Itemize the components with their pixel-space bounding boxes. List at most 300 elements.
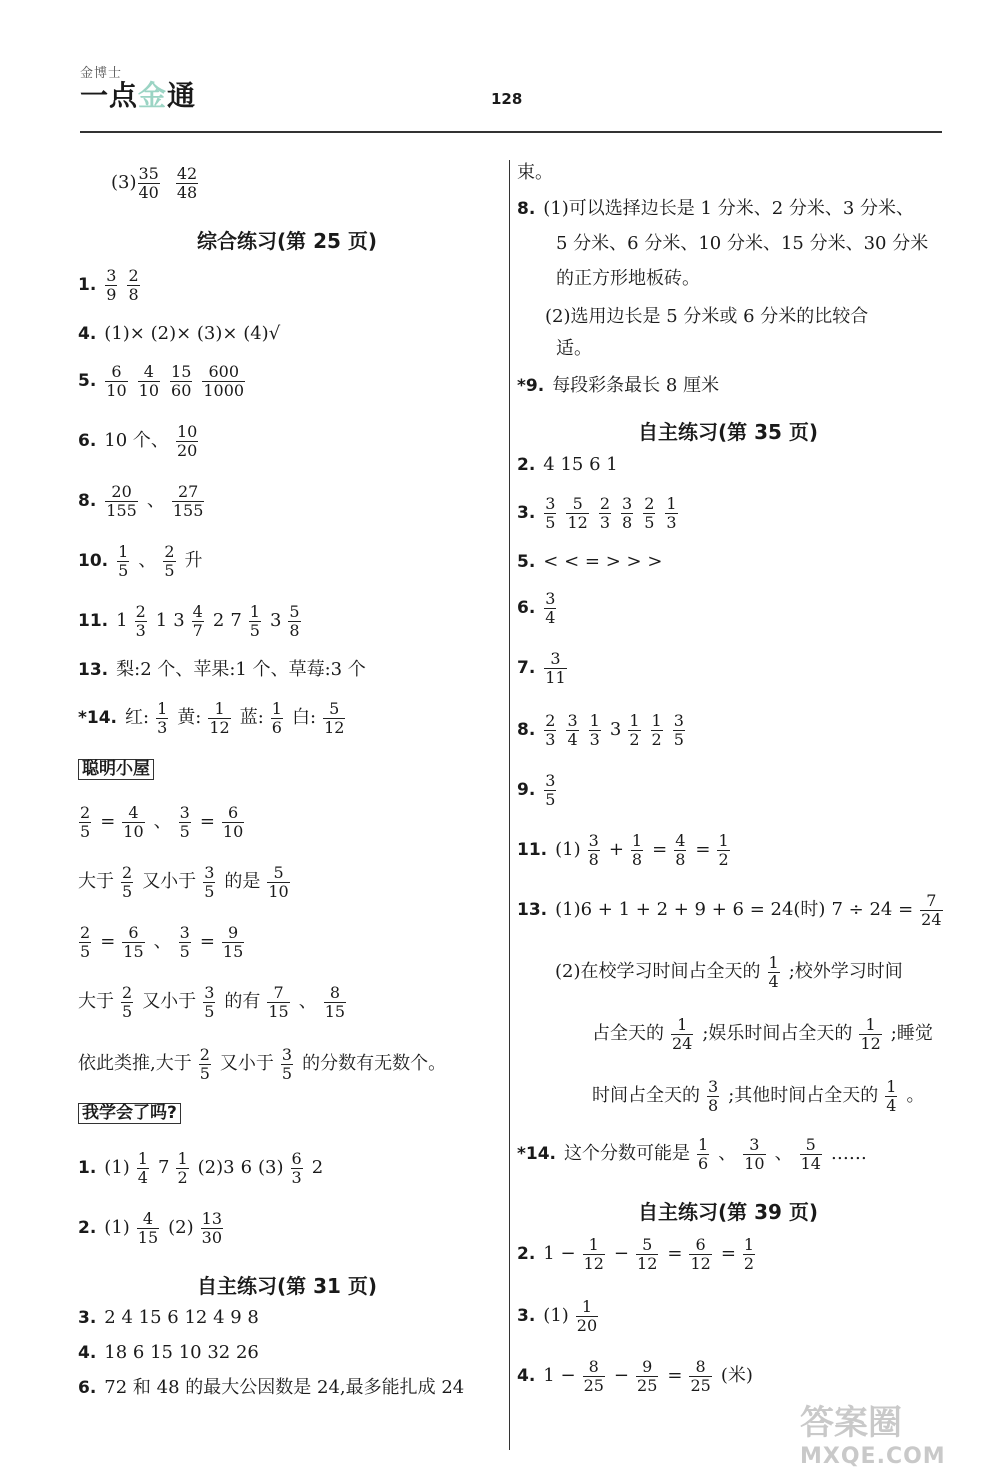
answer-line — [78, 599, 310, 643]
numerator: 1 — [865, 1014, 876, 1034]
denominator: 12 — [860, 1033, 881, 1053]
section-heading: 自主练习(第 35 页) — [637, 420, 819, 444]
answer-line — [78, 800, 253, 844]
text-line: (2)选用边长是 5 分米或 6 分米的比较合 — [545, 306, 869, 327]
fraction — [697, 1136, 709, 1173]
denominator: 5 — [249, 620, 260, 640]
fraction — [122, 924, 144, 961]
line-text: = — [199, 811, 215, 832]
denominator: 5 — [179, 821, 190, 841]
denominator: 24 — [921, 909, 942, 929]
denominator: 7 — [192, 620, 203, 640]
denominator: 4 — [768, 971, 779, 991]
numerator: 1 — [768, 952, 779, 972]
numerator: 1 — [118, 541, 129, 561]
line-text: 、 — [153, 811, 172, 832]
numerator: 8 — [695, 1356, 706, 1376]
numerator: 2 — [644, 493, 655, 513]
line-text: 的有 — [224, 991, 261, 1012]
item-number: 4. — [517, 1365, 536, 1386]
numerator: 2 — [135, 601, 146, 621]
section-heading: 自主练习(第 39 页) — [637, 1200, 819, 1224]
denominator: 15 — [137, 1227, 159, 1247]
denominator: 48 — [176, 182, 198, 202]
numerator: 3 — [550, 648, 561, 668]
column-divider — [509, 160, 510, 1450]
line-text: 又小于 — [142, 871, 197, 892]
line-text: 、 — [153, 931, 172, 952]
numerator: 600 — [208, 361, 239, 381]
answer-line — [78, 1042, 452, 1086]
denominator: 10 — [138, 380, 160, 400]
line-text: 梨:2 个、苹果:1 个、草莓:3 个 — [116, 659, 366, 680]
denominator: 8 — [708, 1095, 719, 1115]
fraction — [544, 590, 556, 627]
fraction — [222, 804, 244, 841]
line-text: 18 6 15 10 32 26 — [104, 1342, 259, 1363]
item-number: 3. — [517, 502, 536, 523]
numerator: 2 — [199, 1044, 210, 1064]
section-heading: 综合练习(第 25 页) — [196, 229, 378, 253]
line-text: (1) — [555, 839, 581, 860]
line-text: = — [667, 1365, 683, 1386]
numerator: 3 — [179, 922, 190, 942]
numerator: 7 — [926, 890, 937, 910]
fraction — [628, 712, 640, 749]
denominator: 5 — [80, 821, 91, 841]
boxed-heading: 聪明小屋 — [78, 759, 154, 780]
answer-line — [517, 768, 565, 812]
denominator: 2 — [629, 729, 640, 749]
denominator: 6 — [271, 717, 282, 737]
numerator: 15 — [171, 361, 192, 381]
brand-logo — [80, 62, 196, 111]
numerator: 8 — [588, 1356, 599, 1376]
numerator: 1 — [651, 710, 662, 730]
denominator: 25 — [583, 1375, 604, 1395]
denominator: 10 — [123, 821, 144, 841]
line-text: 的分数有无数个。 — [302, 1053, 447, 1074]
line-text: 7 — [157, 1157, 170, 1178]
item-number: *9. — [517, 375, 545, 396]
answer-line — [78, 419, 207, 463]
denominator: 14 — [800, 1153, 821, 1173]
fraction — [170, 363, 192, 400]
numerator: 4 — [128, 802, 139, 822]
denominator: 15 — [324, 1001, 346, 1021]
denominator: 20 — [176, 440, 198, 460]
answer-line — [517, 1294, 607, 1338]
fraction — [544, 772, 556, 809]
denominator: 5 — [204, 1001, 215, 1021]
fraction — [179, 924, 191, 961]
denominator: 2 — [177, 1167, 188, 1187]
fraction — [291, 1150, 303, 1187]
denominator: 3 — [666, 512, 677, 532]
answer-line — [592, 1012, 939, 1056]
line-text: 3 — [173, 610, 185, 631]
line-text: = — [652, 839, 668, 860]
numerator: 8 — [329, 982, 340, 1002]
fraction — [643, 495, 655, 532]
line-text: 红: — [125, 707, 150, 728]
fraction — [79, 804, 91, 841]
denominator: 25 — [637, 1375, 658, 1395]
denominator: 9 — [106, 284, 117, 304]
denominator: 2 — [651, 729, 662, 749]
fraction — [800, 1136, 822, 1173]
line-text: = — [720, 1243, 736, 1264]
line-text: 又小于 — [219, 1053, 274, 1074]
denominator: 12 — [690, 1253, 711, 1273]
fraction — [588, 832, 600, 869]
line-text: 72 和 48 的最大公因数是 24,最多能扎成 24 — [104, 1377, 465, 1398]
fraction — [135, 603, 147, 640]
page-number: 128 — [491, 90, 523, 108]
item-number: 4. — [78, 1342, 97, 1363]
numerator: 27 — [177, 481, 199, 501]
denominator: 1000 — [203, 380, 245, 400]
line-text: 3 — [609, 719, 622, 740]
denominator: 3 — [135, 620, 146, 640]
line-text: 。 — [906, 1085, 925, 1106]
numerator: 35 — [138, 163, 159, 183]
line-text: 黄: — [177, 707, 202, 728]
line-text: (1) — [543, 1305, 569, 1326]
text-line: 适。 — [556, 338, 592, 359]
item-number: 13. — [78, 659, 109, 680]
numerator: 3 — [588, 830, 599, 850]
item-number: 2. — [78, 1217, 97, 1238]
item-number: 3. — [78, 1307, 97, 1328]
item-number: *14. — [78, 707, 118, 728]
denominator: 155 — [106, 500, 137, 520]
fraction — [137, 1210, 159, 1247]
item-number: 6. — [78, 1377, 97, 1398]
answer-line — [78, 312, 286, 356]
fraction — [117, 543, 129, 580]
line-text: − — [613, 1243, 630, 1264]
line-text: ;其他时间占全天的 — [728, 1085, 879, 1106]
line-text: 2 — [212, 610, 225, 631]
numerator: 2 — [545, 710, 556, 730]
line-text: 这个分数可能是 — [564, 1143, 691, 1164]
fraction — [176, 1150, 188, 1187]
fraction — [665, 495, 677, 532]
fraction — [689, 1358, 711, 1395]
answer-line — [517, 1132, 873, 1176]
line-text: = — [695, 839, 711, 860]
denominator: 5 — [199, 1063, 210, 1083]
numerator: 6 — [128, 922, 139, 942]
line-text: …… — [830, 1143, 867, 1164]
denominator: 5 — [644, 512, 655, 532]
numerator: 13 — [201, 1208, 223, 1228]
denominator: 4 — [545, 607, 556, 627]
fraction — [544, 495, 556, 532]
numerator: 4 — [192, 601, 203, 621]
line-text: ;娱乐时间占全天的 — [702, 1023, 853, 1044]
denominator: 5 — [545, 789, 556, 809]
numerator: 3 — [545, 588, 556, 608]
item-number: 1. — [78, 274, 97, 295]
fraction — [199, 1046, 211, 1083]
fraction — [176, 165, 198, 202]
line-text: 大于 — [78, 991, 114, 1012]
item-number: 8. — [78, 490, 97, 511]
line-text: = — [100, 811, 116, 832]
fraction — [127, 267, 139, 304]
line-text: = — [199, 931, 215, 952]
fraction — [202, 363, 245, 400]
numerator: 20 — [111, 481, 132, 501]
numerator: 1 — [589, 710, 600, 730]
item-number: 5. — [517, 551, 536, 572]
denominator: 3 — [599, 512, 611, 532]
numerator: 2 — [122, 982, 133, 1002]
item-number: 6. — [78, 430, 97, 451]
fraction — [176, 423, 198, 460]
denominator: 3 — [545, 729, 556, 749]
numerator: 6 — [228, 802, 239, 822]
answer-line — [517, 187, 920, 231]
numerator: 4 — [143, 361, 154, 381]
item-number: 8. — [517, 719, 536, 740]
numerator: 1 — [249, 601, 260, 621]
line-text: 、 — [298, 991, 317, 1012]
fraction — [707, 1078, 719, 1115]
denominator: 8 — [128, 284, 139, 304]
watermark-url: MXQE.COM — [800, 1444, 946, 1469]
numerator: 5 — [642, 1234, 653, 1254]
line-text: + — [608, 839, 624, 860]
numerator: 2 — [128, 265, 139, 285]
answer-line — [78, 980, 355, 1024]
numerator: 1 — [631, 830, 643, 850]
numerator: 1 — [588, 1234, 599, 1254]
answer-line — [78, 359, 254, 403]
numerator: 1 — [718, 830, 729, 850]
line-text: 占全天的 — [592, 1023, 664, 1044]
denominator: 10 — [744, 1153, 765, 1173]
fraction — [203, 864, 215, 901]
numerator: 1 — [629, 710, 640, 730]
line-text: = — [100, 931, 116, 952]
line-text: = — [667, 1243, 683, 1264]
line-text: (1)可以选择边长是 1 分米、2 分米、3 分米、 — [543, 198, 915, 219]
fraction — [885, 1078, 897, 1115]
denominator: 8 — [631, 849, 643, 869]
denominator: 6 — [698, 1153, 709, 1173]
denominator: 60 — [171, 380, 192, 400]
fraction — [566, 712, 578, 749]
line-text: 白: — [291, 707, 317, 728]
fraction — [267, 864, 289, 901]
answer-line — [78, 920, 253, 964]
brand-small-text: 金博士 — [80, 66, 123, 81]
answer-line — [78, 648, 372, 692]
line-text: 蓝: — [239, 707, 264, 728]
fraction — [583, 1358, 605, 1395]
denominator: 8 — [622, 512, 633, 532]
fraction — [674, 832, 686, 869]
fraction — [105, 267, 117, 304]
fraction — [105, 483, 138, 520]
line-text: 1 − — [543, 1365, 576, 1386]
header-divider — [80, 131, 942, 133]
fraction — [201, 1210, 223, 1247]
line-text: − — [613, 1365, 630, 1386]
answer-line — [517, 708, 694, 752]
fraction — [636, 1236, 658, 1273]
numerator: 3 — [708, 1076, 719, 1096]
answer-line — [78, 696, 354, 740]
denominator: 5 — [164, 560, 175, 580]
denominator: 5 — [122, 881, 133, 901]
denominator: 15 — [222, 941, 244, 961]
denominator: 3 — [589, 729, 600, 749]
item-number: 11. — [78, 610, 109, 631]
item-number: 2. — [517, 454, 536, 475]
numerator: 1 — [177, 1148, 188, 1168]
denominator: 5 — [122, 1001, 133, 1021]
denominator: 12 — [209, 717, 230, 737]
watermark-logo — [800, 1395, 970, 1475]
fraction — [137, 1150, 149, 1187]
fraction — [179, 804, 191, 841]
fraction — [544, 650, 566, 687]
numerator: 5 — [572, 493, 583, 513]
fraction — [249, 603, 261, 640]
answer-line — [111, 161, 199, 205]
denominator: 5 — [281, 1063, 293, 1083]
line-text: 2 — [311, 1157, 324, 1178]
numerator: 1 — [137, 1148, 148, 1168]
line-text: (1) — [104, 1157, 130, 1178]
denominator: 10 — [268, 881, 289, 901]
line-text: (2)在校学习时间占全天的 — [555, 961, 761, 982]
line-text: 、 — [138, 550, 157, 571]
numerator: 5 — [289, 601, 300, 621]
item-number: 13. — [517, 899, 548, 920]
fraction — [138, 363, 160, 400]
fraction — [589, 712, 601, 749]
numerator: 3 — [106, 265, 117, 285]
fraction — [671, 1016, 693, 1053]
item-number: 3. — [517, 1305, 536, 1326]
denominator: 4 — [886, 1095, 897, 1115]
line-text: 大于 — [78, 871, 114, 892]
numerator: 1 — [271, 698, 282, 718]
item-number: 4. — [78, 323, 97, 344]
denominator: 12 — [583, 1253, 604, 1273]
line-text: 时间占全天的 — [592, 1085, 700, 1106]
line-text: 、 — [146, 490, 165, 511]
line-text: ;校外学习时间 — [788, 961, 903, 982]
denominator: 155 — [172, 500, 204, 520]
text-line: 5 分米、6 分米、10 分米、15 分米、30 分米 — [556, 233, 929, 254]
numerator: 5 — [273, 862, 284, 882]
denominator: 8 — [675, 849, 686, 869]
line-text: 4 15 6 1 — [543, 454, 618, 475]
fraction — [636, 1358, 658, 1395]
denominator: 25 — [690, 1375, 711, 1395]
fraction — [621, 495, 633, 532]
denominator: 5 — [80, 941, 91, 961]
numerator: 5 — [805, 1134, 816, 1154]
line-text: 依此类推,大于 — [78, 1053, 192, 1074]
boxed-heading: 我学会了吗? — [78, 1103, 181, 1124]
item-number: 7. — [517, 657, 536, 678]
line-text: (1) — [104, 1217, 130, 1238]
numerator: 1 — [743, 1234, 755, 1254]
item-number: 2. — [517, 1243, 536, 1264]
section-heading: 自主练习(第 31 页) — [196, 1274, 378, 1298]
line-text: (3) — [111, 172, 137, 193]
fraction — [768, 954, 780, 991]
numerator: 2 — [80, 802, 91, 822]
denominator: 2 — [718, 849, 729, 869]
answer-line — [78, 1366, 470, 1410]
numerator: 9 — [228, 922, 239, 942]
watermark-text: 答案圈 — [800, 1403, 902, 1443]
item-number: 6. — [517, 597, 536, 618]
line-text: (2)3 — [197, 1157, 235, 1178]
denominator: 5 — [545, 512, 556, 532]
fraction — [651, 712, 663, 749]
numerator: 1 — [157, 698, 168, 718]
numerator: 2 — [122, 862, 133, 882]
fraction — [203, 984, 215, 1021]
denominator: 12 — [324, 717, 345, 737]
fraction — [920, 892, 942, 929]
answer-line — [592, 1074, 930, 1118]
numerator: 6 — [291, 1148, 302, 1168]
line-text: 、 — [718, 1143, 737, 1164]
fraction — [324, 984, 346, 1021]
fraction — [281, 1046, 293, 1083]
answer-line — [517, 1232, 764, 1276]
numerator: 2 — [80, 922, 91, 942]
item-number: 9. — [517, 779, 536, 800]
answer-line — [78, 1146, 329, 1190]
text-line: 的正方形地板砖。 — [556, 268, 700, 289]
fraction — [859, 1016, 881, 1053]
fraction — [156, 700, 168, 737]
numerator: 3 — [673, 710, 684, 730]
fraction — [267, 984, 289, 1021]
numerator: 1 — [698, 1134, 709, 1154]
denominator: 24 — [672, 1033, 693, 1053]
text-line: 束。 — [517, 162, 553, 183]
denominator: 10 — [222, 821, 244, 841]
denominator: 5 — [179, 941, 190, 961]
item-number: *14. — [517, 1143, 557, 1164]
answer-line — [555, 950, 909, 994]
fraction — [172, 483, 205, 520]
line-text: 2 4 15 6 12 4 9 8 — [104, 1307, 259, 1328]
fraction — [743, 1236, 755, 1273]
line-text: (3) — [258, 1157, 284, 1178]
answer-line — [517, 1354, 759, 1398]
item-number: 5. — [78, 370, 97, 391]
line-text: (米) — [720, 1365, 753, 1386]
fraction — [79, 924, 91, 961]
numerator: 4 — [675, 830, 686, 850]
answer-line — [78, 1206, 232, 1250]
fraction — [576, 1298, 598, 1335]
line-text: 、 — [774, 1143, 793, 1164]
